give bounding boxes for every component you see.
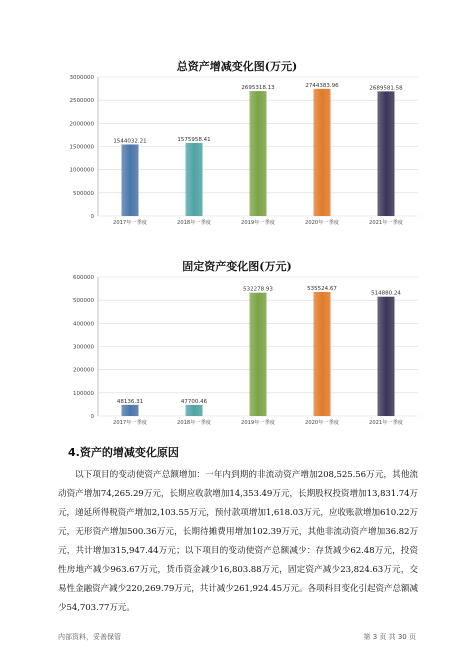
- bar-value-label: 1575958.41: [177, 136, 211, 143]
- y-tick-label: 2000000: [69, 121, 94, 128]
- bar: [250, 91, 267, 216]
- x-tick-label: 2020年一季度: [305, 220, 339, 226]
- body-paragraph: 以下项目的变动使资产总额增加：一年内到期的非流动资产增加208,525.56万元，其他流动资产增加74,265.29万元，长期应收款增加14,353.49万元，长期股权投资增加13,831.74万元，递延所得税资产增加2,103.55万元，预付款项增加1,618.03万元，应收账款增加610.22万元，无形资产增加500.36万元，长期待摊费用增加102.39万元，其他非流动资产增加36.82万元，共计增加315,947.44万元；以下项目的变动使资产总额减少：存货减少62.48万元，投资性房地产减少963.67万元，货币资金减少16,803.88万元，固定资产减少23,824.63万元，交易性金融资产减少220,269.79万元，共计减少261,924.45万元。各项科目变化引起资产总额减少54,703.77万元。: [58, 470, 418, 613]
- x-tick-label: 2020年一季度: [305, 420, 339, 426]
- bar-value-label: 532278.93: [243, 286, 273, 293]
- y-tick-label: 600000: [73, 275, 94, 281]
- section-heading: 4.资产的增减变化原因: [68, 446, 179, 459]
- y-tick-label: 3000000: [69, 75, 94, 81]
- x-tick-label: 2021年一季度: [369, 220, 403, 226]
- y-tick-label: 300000: [73, 344, 94, 351]
- y-tick-label: 0: [90, 214, 94, 220]
- total-assets-chart: [0, 50, 474, 235]
- chart-svg: [0, 250, 474, 435]
- y-tick-label: 500000: [73, 190, 94, 197]
- bar: [250, 293, 267, 416]
- bar: [122, 144, 139, 216]
- chart-svg: [0, 50, 474, 235]
- y-tick-label: 200000: [73, 367, 94, 374]
- bar: [314, 89, 331, 216]
- bar-value-label: 47700.46: [180, 398, 208, 405]
- fixed-assets-chart: [0, 250, 474, 435]
- x-tick-label: 2017年一季度: [113, 420, 147, 426]
- y-tick-label: 500000: [73, 298, 94, 305]
- bar: [186, 405, 203, 416]
- x-tick-label: 2018年一季度: [177, 220, 211, 226]
- x-tick-label: 2019年一季度: [241, 220, 275, 226]
- x-tick-label: 2018年一季度: [177, 420, 211, 426]
- chart-title: 总资产增减变化图(万元): [176, 60, 298, 73]
- bar-value-label: 2744383.96: [305, 82, 339, 89]
- bar-value-label: 48136.31: [116, 398, 144, 405]
- bar-value-label: 535524.67: [307, 285, 337, 292]
- footer-confidential-note: 内部资料，妥善保管: [58, 633, 121, 641]
- x-tick-label: 2021年一季度: [369, 420, 403, 426]
- bar: [314, 292, 331, 416]
- x-tick-label: 2019年一季度: [241, 420, 275, 426]
- y-tick-label: 1500000: [69, 144, 94, 151]
- bar: [122, 405, 139, 416]
- y-tick-label: 400000: [73, 321, 94, 328]
- bar-value-label: 2695318.13: [241, 85, 275, 92]
- footer-page-number: 第 3 页 共 30 页: [363, 633, 416, 641]
- y-tick-label: 0: [90, 414, 94, 420]
- y-tick-label: 1000000: [69, 167, 94, 174]
- bar-value-label: 514880.24: [371, 290, 401, 297]
- y-tick-label: 2500000: [69, 98, 94, 105]
- bar-value-label: 1544032.21: [113, 138, 147, 145]
- chart-title: 固定资产变化图(万元): [182, 260, 292, 273]
- bar: [378, 297, 395, 416]
- bar: [378, 91, 395, 216]
- bar-value-label: 2689581.58: [369, 85, 403, 92]
- x-tick-label: 2017年一季度: [113, 220, 147, 226]
- bar: [186, 143, 203, 216]
- y-tick-label: 100000: [73, 390, 94, 397]
